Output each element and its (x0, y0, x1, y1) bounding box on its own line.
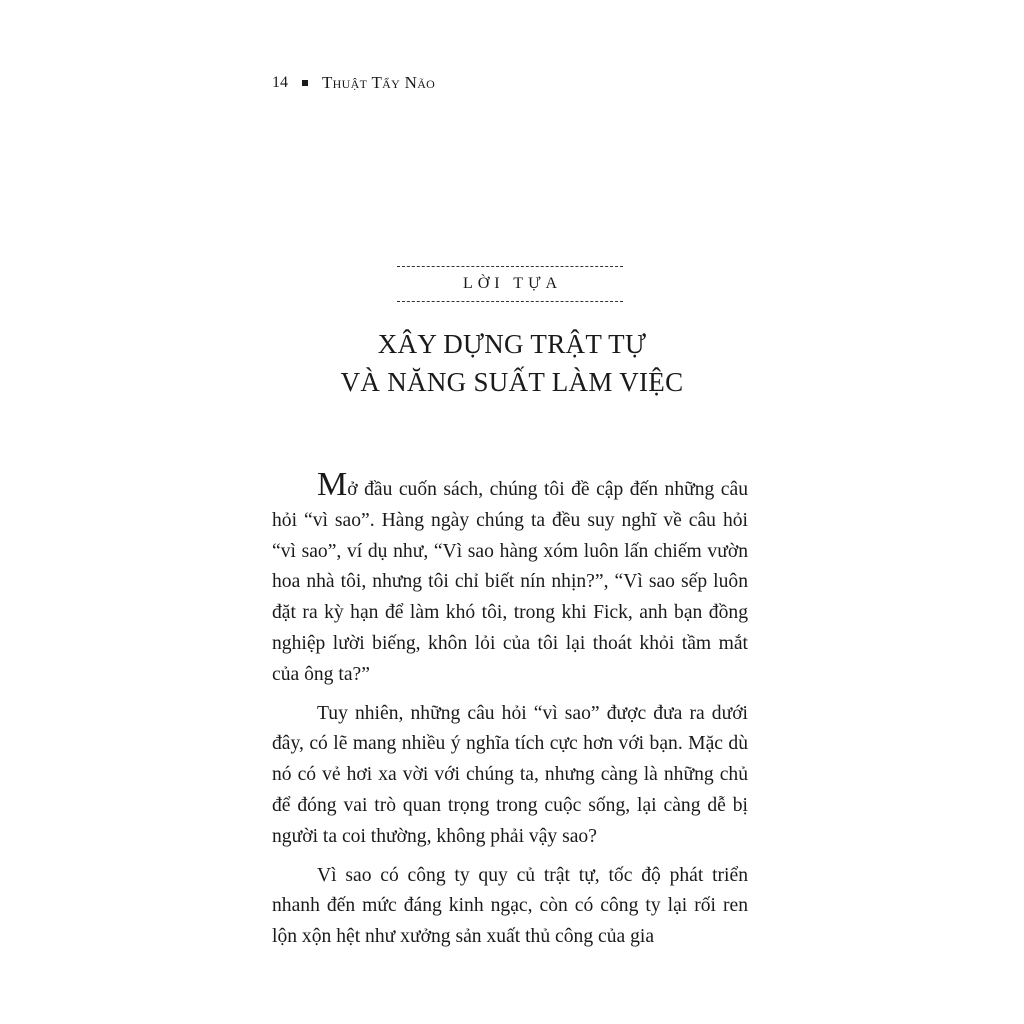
chapter-title-line-2: VÀ NĂNG SUẤT LÀM VIỆC (340, 367, 684, 397)
chapter-title-line-1: XÂY DỰNG TRẬT TỰ (377, 329, 647, 359)
book-title: Thuật Tẩy Não (322, 73, 436, 92)
section-label: LỜI TỰA (462, 275, 563, 292)
square-icon (302, 80, 308, 86)
paragraph (272, 466, 748, 691)
running-header (272, 70, 435, 96)
paragraph-text: Vì sao có công ty quy củ trật tự, tốc độ phát triển nhanh đến mức đáng kinh ngạc, còn có công ty lại rối ren lộn xộn hệt như xưởng sản xuất thủ công của gia (272, 864, 748, 948)
paragraph (272, 699, 748, 853)
chapter-title (262, 325, 762, 401)
section-heading (397, 266, 623, 302)
body-text (272, 466, 748, 961)
paragraph (272, 861, 748, 953)
drop-initial: M (317, 466, 348, 503)
paragraph-text: ở đầu cuốn sách, chúng tôi đề cập đến những câu hỏi “vì sao”. Hàng ngày chúng ta đều suy nghĩ về câu hỏi “vì sao”, ví dụ như, “Vì sao hàng xóm luôn lấn chiếm vườn hoa nhà tôi, nhưng tôi chỉ biết nín nhịn?”, “Vì sao sếp luôn đặt ra kỳ hạn để làm khó tôi, trong khi Fick, anh bạn đồng nghiệp lười biếng, khôn lỏi của tôi lại thoát khỏi tầm mắt của ông ta?” (272, 479, 748, 685)
page-number: 14 (272, 74, 288, 91)
dashed-rule-bottom (397, 301, 623, 302)
paragraph-text: Tuy nhiên, những câu hỏi “vì sao” được đưa ra dưới đây, có lẽ mang nhiều ý nghĩa tích cực hơn với bạn. Mặc dù nó có vẻ hơi xa vời với chúng ta, nhưng càng là những chủ để đóng vai trò quan trọng trong cuộc sống, lại càng dễ bị người ta coi thường, không phải vậy sao? (272, 702, 748, 847)
